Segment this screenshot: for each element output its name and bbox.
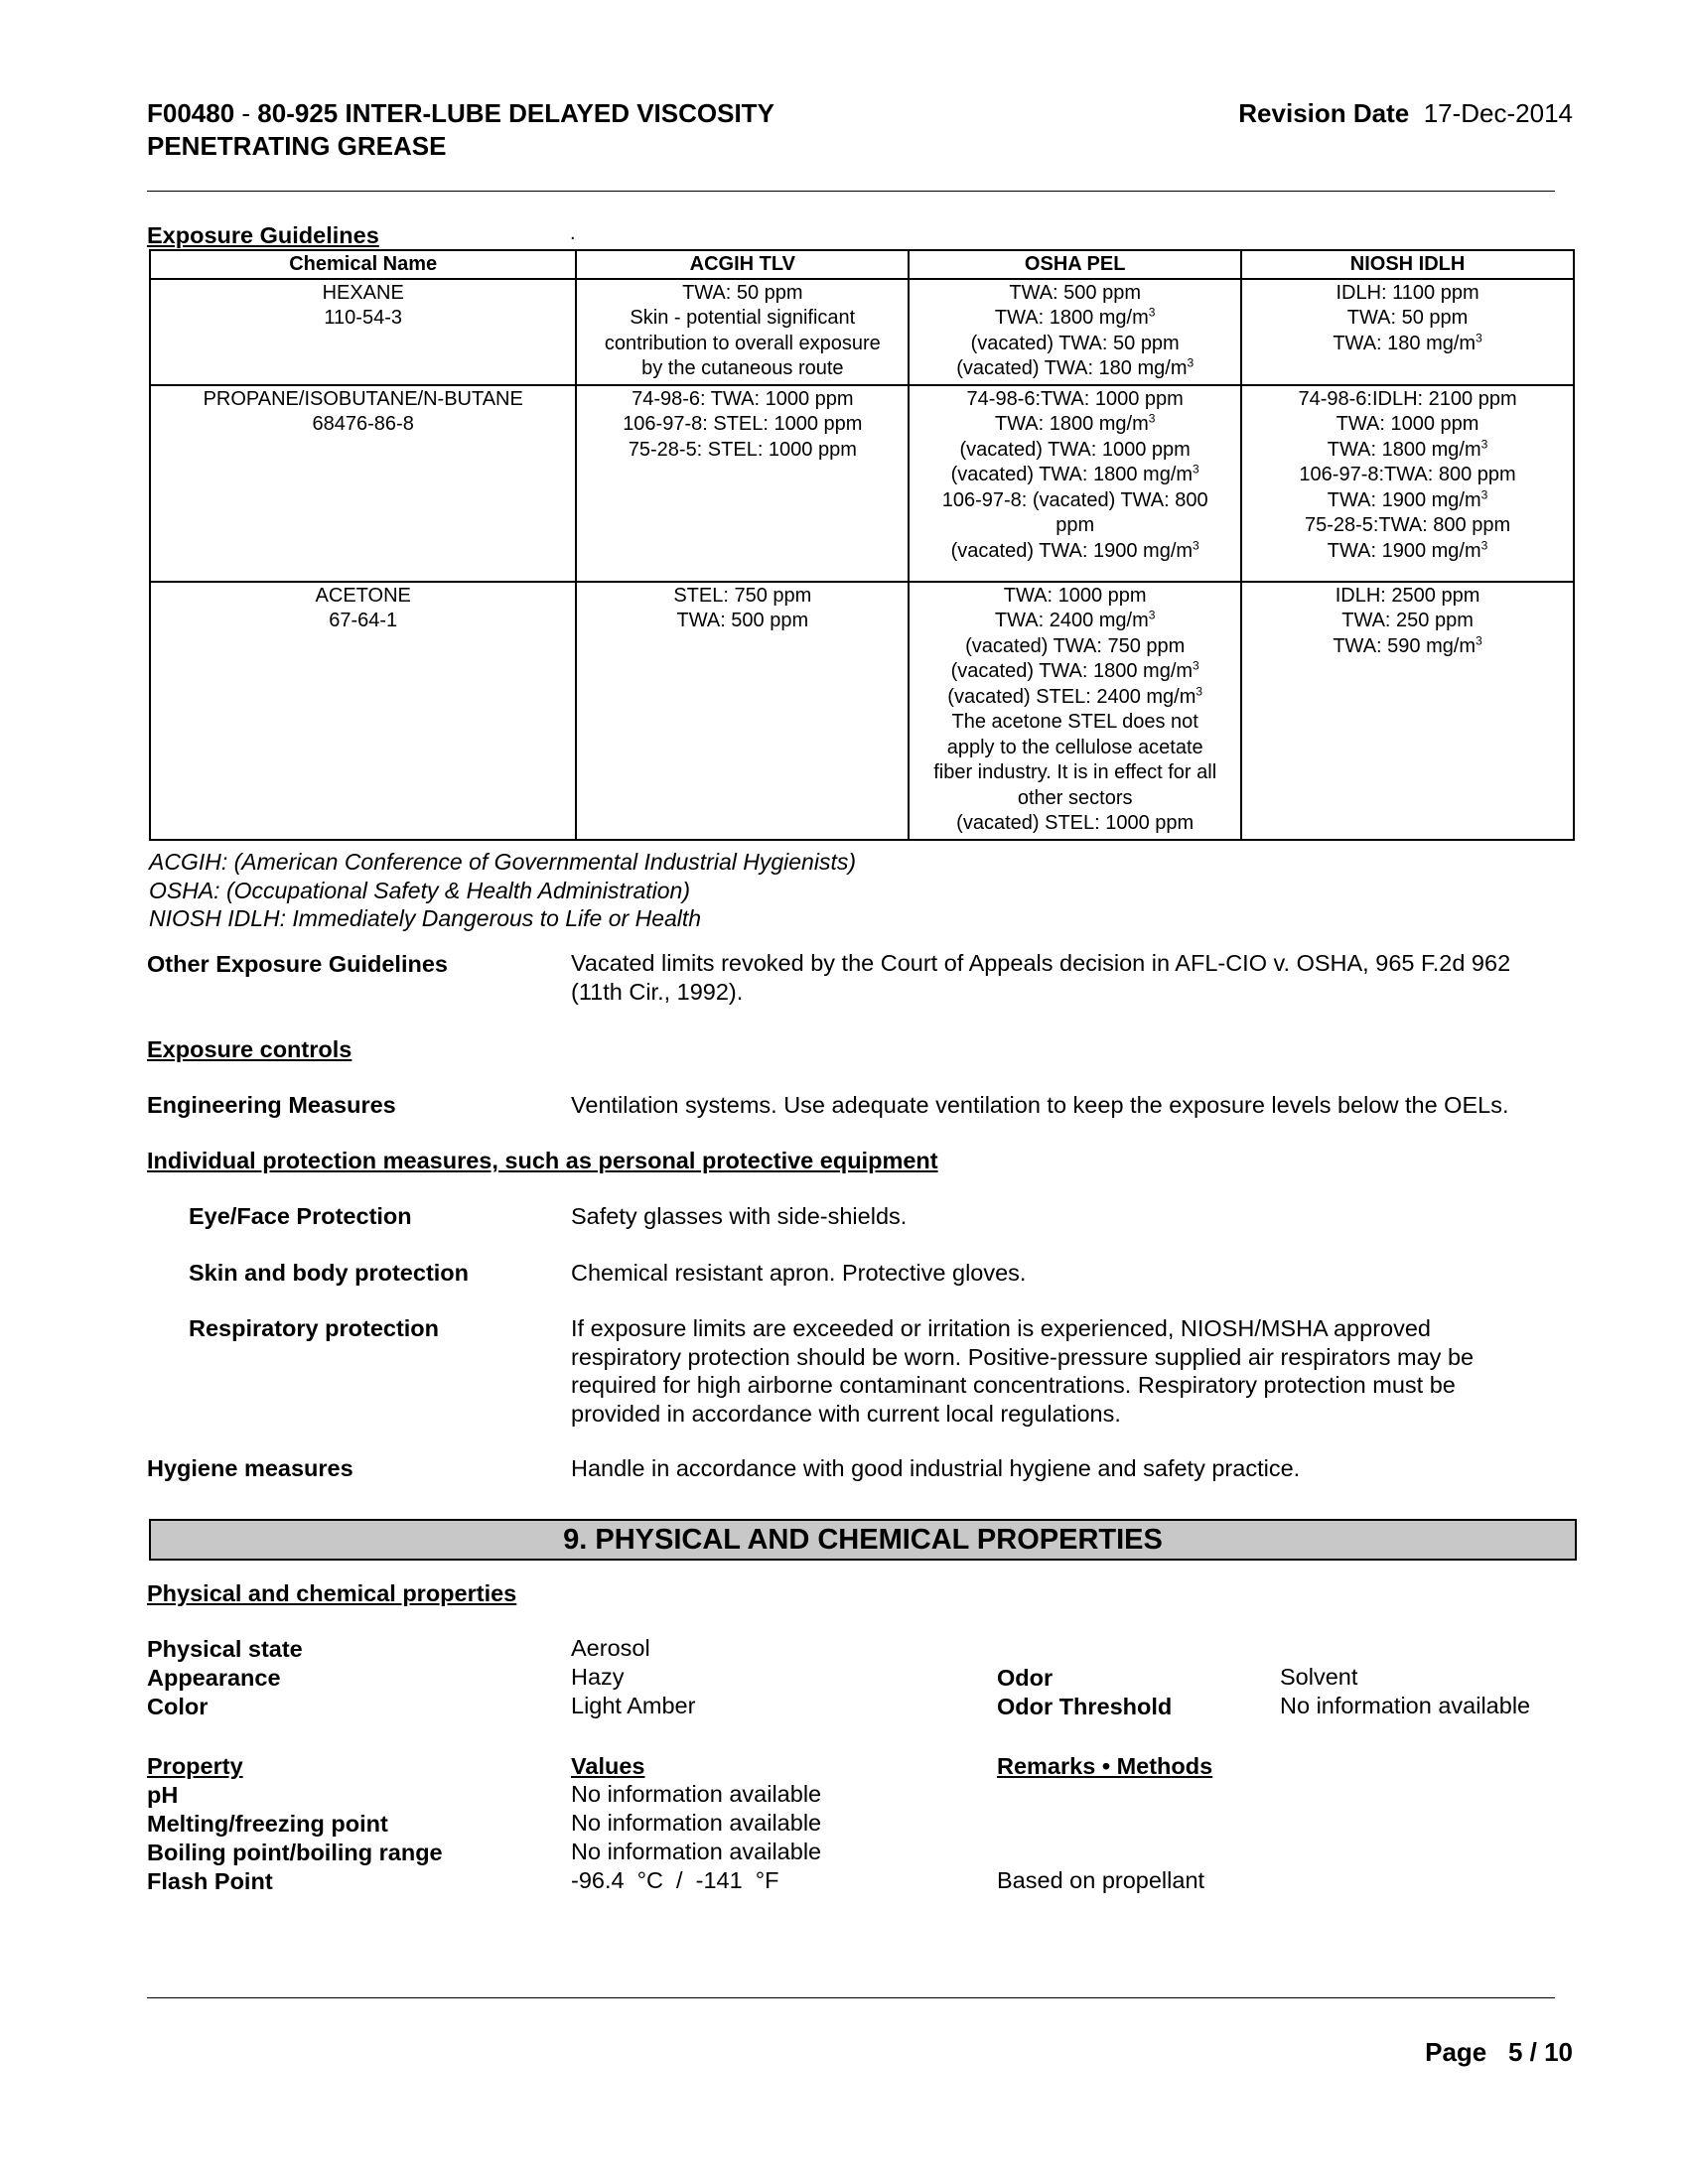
table-cell-acgih <box>576 385 909 582</box>
table-cell-niosh <box>1241 279 1574 385</box>
cell-line: TWA: 500 ppm <box>676 610 809 631</box>
exposure-controls-heading: Exposure controls <box>147 1036 352 1062</box>
table-header-row <box>150 250 1574 279</box>
appearance-label: Appearance <box>147 1665 281 1691</box>
title-text-1: 80-925 INTER-LUBE DELAYED VISCOSITY <box>257 98 774 128</box>
cell-line: TWA: 590 $mg/m^3$ <box>1333 632 1482 657</box>
eye-protection-text: Safety glasses with side-shields. <box>571 1203 908 1229</box>
engineering-label: Engineering Measures <box>147 1092 396 1118</box>
superscript-3: 3 <box>1476 632 1482 647</box>
col-chemical-name: Chemical Name <box>150 250 576 279</box>
cell-line: TWA: 180 $mg/m^3$ <box>1333 330 1482 354</box>
other-exposure-line-2: (11th Cir., 1992). <box>571 978 744 1005</box>
col-values: Values <box>571 1753 645 1779</box>
cell-line: IDLH: 2500 ppm <box>1335 584 1480 607</box>
superscript-3: 3 <box>1193 658 1199 673</box>
superscript-3: 3 <box>1193 537 1199 552</box>
cell-line: TWA: 50 ppm <box>682 281 803 304</box>
cell-line: 74-98-6:TWA: 1000 ppm <box>966 387 1184 410</box>
table-row <box>150 385 1574 582</box>
odor-threshold-value: No information available <box>1280 1693 1531 1718</box>
cell-line: (vacated) TWA: 750 ppm <box>965 634 1186 657</box>
cell-line: TWA: 1000 ppm <box>1003 584 1147 607</box>
cell-line: (vacated) TWA: 1900 $mg/m^3$ <box>950 537 1199 562</box>
document-title <box>147 97 774 163</box>
cell-line: TWA: 500 ppm <box>1009 281 1141 304</box>
prop-value-flash-point: -96.4 °C / -141 °F <box>571 1867 779 1893</box>
prop-value-ph: No information available <box>571 1781 822 1807</box>
cell-line: 74-98-6: TWA: 1000 ppm <box>632 387 854 410</box>
superscript-3: 3 <box>1148 305 1156 320</box>
cell-line: 75-28-5: STEL: 1000 ppm <box>628 438 857 461</box>
color-label: Color <box>147 1694 209 1719</box>
cell-line: fiber industry. It is in effect for all <box>933 761 1217 783</box>
exposure-guidelines-heading: Exposure Guidelines <box>147 222 379 248</box>
cell-line: 106-97-8:TWA: 800 ppm <box>1299 464 1516 485</box>
skin-protection-label: Skin and body protection <box>189 1260 470 1286</box>
revision-value: 17-Dec-2014 <box>1423 98 1573 128</box>
other-exposure-text <box>571 949 1510 1006</box>
resp-line-1: If exposure limits are exceeded or irritation is experienced, NIOSH/MSHA approved <box>571 1315 1431 1341</box>
cell-line: 106-97-8: (vacated) TWA: 800 <box>941 488 1208 511</box>
cell-line: STEL: 750 ppm <box>673 584 812 607</box>
cell-line: TWA: 1900 $mg/m^3$ <box>1327 486 1488 511</box>
superscript-3: 3 <box>1148 411 1156 426</box>
cell-line: (vacated) STEL: 2400 $mg/m^3$ <box>947 683 1203 708</box>
appearance-value: Hazy <box>571 1664 625 1690</box>
physical-state-value: Aerosol <box>571 1635 650 1661</box>
cell-line: IDLH: 1100 ppm <box>1336 281 1479 304</box>
cell-line: TWA: 1800 $mg/m^3$ <box>1327 436 1488 461</box>
cell-line: (vacated) TWA: 1000 ppm <box>959 438 1191 461</box>
superscript-3: 3 <box>1480 537 1488 552</box>
physical-properties-heading: Physical and chemical properties <box>147 1580 517 1606</box>
prop-value-boiling: No information available <box>571 1839 822 1864</box>
prop-label-ph: pH <box>147 1782 179 1808</box>
title-line-2: PENETRATING GREASE <box>147 131 447 161</box>
col-remarks-methods: Remarks • Methods <box>997 1753 1213 1779</box>
cell-line: The acetone STEL does not <box>951 711 1198 733</box>
odor-label: Odor <box>997 1665 1054 1691</box>
cell-line: TWA: 250 ppm <box>1341 610 1474 631</box>
superscript-3: 3 <box>1193 462 1199 477</box>
cell-line: HEXANE <box>322 281 404 304</box>
table-cell-niosh <box>1241 385 1574 582</box>
cell-line: (vacated) TWA: 180 $mg/m^3$ <box>956 355 1195 379</box>
cell-line: TWA: 1000 ppm <box>1336 413 1479 435</box>
revision-date <box>1238 97 1573 130</box>
cell-line: ppm <box>1055 514 1095 536</box>
hygiene-label: Hygiene measures <box>147 1455 353 1481</box>
title-separator: - <box>234 98 258 128</box>
prop-value-melting: No information available <box>571 1810 822 1836</box>
respiratory-protection-label: Respiratory protection <box>189 1315 440 1341</box>
table-cell-osha <box>909 582 1241 840</box>
prop-label-melting: Melting/freezing point <box>147 1811 388 1837</box>
cell-line: 68476-86-8 <box>312 413 414 435</box>
respiratory-protection-text <box>571 1314 1474 1428</box>
table-cell-niosh <box>1241 582 1574 840</box>
resp-line-4: provided in accordance with current local regulations. <box>571 1400 1121 1427</box>
table-cell-name <box>150 582 576 840</box>
abbreviation-notes <box>149 848 856 933</box>
table-row <box>150 279 1574 385</box>
hygiene-text: Handle in accordance with good industrial hygiene and safety practice. <box>571 1455 1301 1481</box>
note-acgih: ACGIH: (American Conference of Governmental Industrial Hygienists) <box>149 849 857 875</box>
superscript-3: 3 <box>1476 330 1482 344</box>
col-niosh-idlh: NIOSH IDLH <box>1241 250 1574 279</box>
cell-line: 110-54-3 <box>324 307 402 329</box>
engineering-text: Ventilation systems. Use adequate ventilation to keep the exposure levels below the OELs. <box>571 1092 1509 1118</box>
section-9-banner: 9. PHYSICAL AND CHEMICAL PROPERTIES <box>149 1519 1577 1561</box>
resp-line-2: respiratory protection should be worn. Positive-pressure supplied air respirators may be <box>571 1343 1475 1370</box>
table-cell-acgih <box>576 582 909 840</box>
prop-label-flash-point: Flash Point <box>147 1868 273 1894</box>
cell-line: TWA: 50 ppm <box>1346 307 1469 329</box>
table-cell-osha <box>909 385 1241 582</box>
note-niosh: NIOSH IDLH: Immediately Dangerous to Life or Health <box>149 905 702 931</box>
resp-line-3: required for high airborne contaminant concentrations. Respiratory protection must be <box>571 1372 1456 1398</box>
cell-line: (vacated) STEL: 1000 ppm <box>956 812 1195 834</box>
cell-line: apply to the cellulose acetate <box>946 736 1203 758</box>
col-acgih-tlv: ACGIH TLV <box>576 250 909 279</box>
color-value: Light Amber <box>571 1693 696 1718</box>
product-code: F00480 <box>147 98 235 128</box>
page-number <box>1425 2037 1573 2068</box>
eye-protection-label: Eye/Face Protection <box>189 1203 412 1229</box>
cell-line: 106-97-8: STEL: 1000 ppm <box>623 413 863 435</box>
superscript-3: 3 <box>1480 436 1488 451</box>
cell-line: 75-28-5:TWA: 800 ppm <box>1304 514 1511 536</box>
skin-protection-text: Chemical resistant apron. Protective gloves. <box>571 1260 1027 1286</box>
odor-threshold-label: Odor Threshold <box>997 1694 1173 1719</box>
table-cell-osha <box>909 279 1241 385</box>
heading-dot: . <box>570 222 576 244</box>
cell-line: 67-64-1 <box>329 610 398 631</box>
page-value: 5 / 10 <box>1507 2037 1573 2067</box>
title-line-1 <box>147 97 774 130</box>
revision-label: Revision Date <box>1238 98 1410 128</box>
other-exposure-label: Other Exposure Guidelines <box>147 951 448 977</box>
superscript-3: 3 <box>1196 683 1203 698</box>
prop-label-boiling: Boiling point/boiling range <box>147 1840 443 1865</box>
ppe-heading: Individual protection measures, such as personal protective equipment <box>147 1148 938 1173</box>
cell-line: (vacated) TWA: 50 ppm <box>970 332 1180 354</box>
cell-line: ACETONE <box>315 584 411 607</box>
cell-line: (vacated) TWA: 1800 $mg/m^3$ <box>950 658 1199 682</box>
table-cell-name <box>150 385 576 582</box>
cell-line: TWA: 1800 $mg/m^3$ <box>994 411 1156 435</box>
superscript-3: 3 <box>1480 486 1488 501</box>
cell-line: contribution to overall exposure <box>604 332 881 354</box>
cell-line: other sectors <box>1017 786 1133 809</box>
col-property: Property <box>147 1753 243 1779</box>
exposure-table <box>149 249 1575 841</box>
header-divider <box>147 191 1555 192</box>
table-cell-acgih <box>576 279 909 385</box>
cell-line: TWA: 2400 $mg/m^3$ <box>994 608 1156 631</box>
cell-line: by the cutaneous route <box>641 357 844 379</box>
physical-state-label: Physical state <box>147 1636 303 1662</box>
cell-line: TWA: 1800 $mg/m^3$ <box>994 305 1156 329</box>
col-osha-pel: OSHA PEL <box>909 250 1241 279</box>
superscript-3: 3 <box>1187 355 1195 370</box>
cell-line: PROPANE/ISOBUTANE/N-BUTANE <box>203 387 523 410</box>
table-cell-name <box>150 279 576 385</box>
prop-remark-flash-point: Based on propellant <box>997 1867 1205 1893</box>
superscript-3: 3 <box>1148 608 1156 622</box>
cell-line: TWA: 1900 $mg/m^3$ <box>1327 537 1488 562</box>
cell-line: (vacated) TWA: 1800 $mg/m^3$ <box>950 462 1199 485</box>
cell-line: Skin - potential significant <box>630 307 856 329</box>
other-exposure-line-1: Vacated limits revoked by the Court of Appeals decision in AFL-CIO v. OSHA, 965 F.2d 962 <box>571 950 1511 976</box>
table-row <box>150 582 1574 840</box>
footer-divider <box>147 1997 1555 1998</box>
note-osha: OSHA: (Occupational Safety & Health Administration) <box>149 877 690 903</box>
odor-value: Solvent <box>1280 1664 1358 1690</box>
cell-line: 74-98-6:IDLH: 2100 ppm <box>1298 387 1517 410</box>
page-label: Page <box>1425 2037 1487 2067</box>
